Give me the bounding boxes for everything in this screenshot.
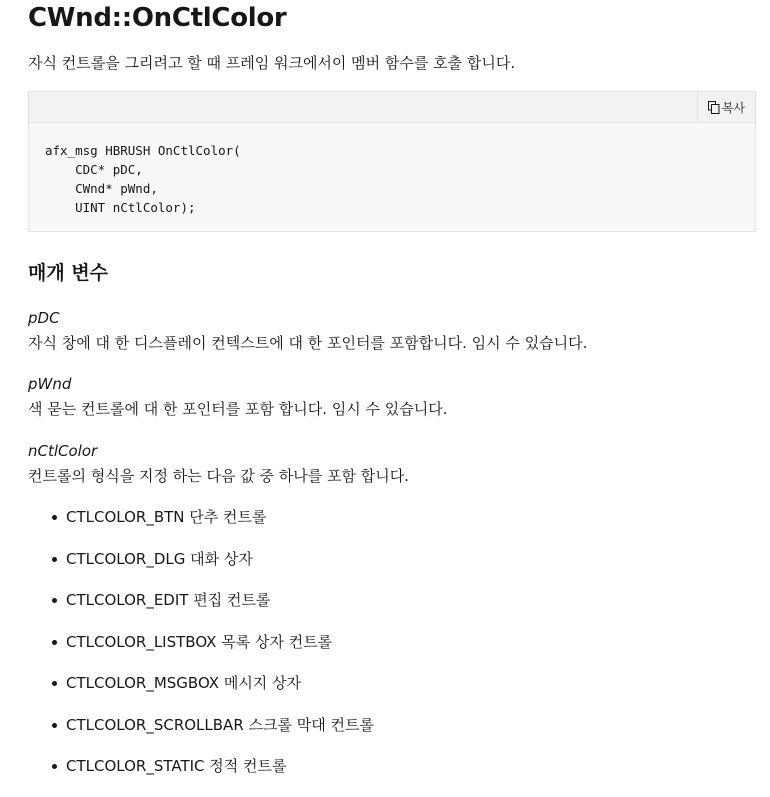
list-item-text: CTLCOLOR_SCROLLBAR 스크롤 막대 컨트롤 [66, 715, 374, 734]
code-block [28, 91, 756, 232]
param-name-pwnd: pWnd [28, 375, 72, 393]
list-item [28, 714, 374, 756]
list-item-text: CTLCOLOR_EDIT 편집 컨트롤 [66, 591, 271, 609]
bullet [52, 598, 57, 603]
bullet [52, 640, 57, 645]
summary-text: 자식 컨트롤을 그리려고 할 때 프레임 워크에서이 멤버 함수를 호출 합니다. [28, 54, 516, 72]
list-item [28, 631, 374, 673]
copy-icon [708, 101, 720, 114]
bullet [52, 557, 57, 562]
list-item-text: CTLCOLOR_BTN 단추 컨트롤 [66, 508, 267, 526]
list-item [28, 672, 374, 714]
param-desc-pdc: 자식 창에 대 한 디스플레이 컨텍스트에 대 한 포인터를 포함합니다. 임시 수 있습니다. [28, 334, 588, 352]
code-syntax: afx_msg HBRUSH OnCtlColor( CDC* pDC, CWnd* pWnd, UINT nCtlColor); [45, 143, 241, 215]
bullet [52, 723, 57, 728]
param-name-nctlcolor: nCtlColor [28, 442, 98, 460]
page-title: CWnd::OnCtlColor [28, 3, 287, 33]
list-item [28, 548, 374, 590]
parameters-heading: 매개 변수 [28, 262, 109, 284]
list-item [28, 589, 374, 631]
list-item [28, 755, 374, 797]
bullet [52, 764, 57, 769]
param-desc-nctlcolor: 컨트롤의 형식을 지정 하는 다음 값 중 하나를 포함 합니다. [28, 467, 409, 485]
list-item-text: CTLCOLOR_DLG 대화 상자 [66, 549, 253, 568]
list-item-text: CTLCOLOR_MSGBOX 메시지 상자 [66, 674, 302, 692]
copy-button[interactable] [697, 92, 755, 122]
code-header [29, 92, 755, 123]
list-item [28, 506, 374, 548]
ctlcolor-value-list [28, 506, 374, 797]
bullet [52, 681, 57, 686]
param-name-pdc: pDC [28, 309, 60, 327]
list-item-text: CTLCOLOR_STATIC 정적 컨트롤 [66, 757, 287, 775]
param-desc-pwnd: 색 묻는 컨트롤에 대 한 포인터를 포함 합니다. 임시 수 있습니다. [28, 400, 448, 418]
bullet [52, 515, 57, 520]
copy-button-label: 복사 [721, 100, 745, 115]
list-item-text: CTLCOLOR_LISTBOX 목록 상자 컨트롤 [66, 632, 333, 651]
